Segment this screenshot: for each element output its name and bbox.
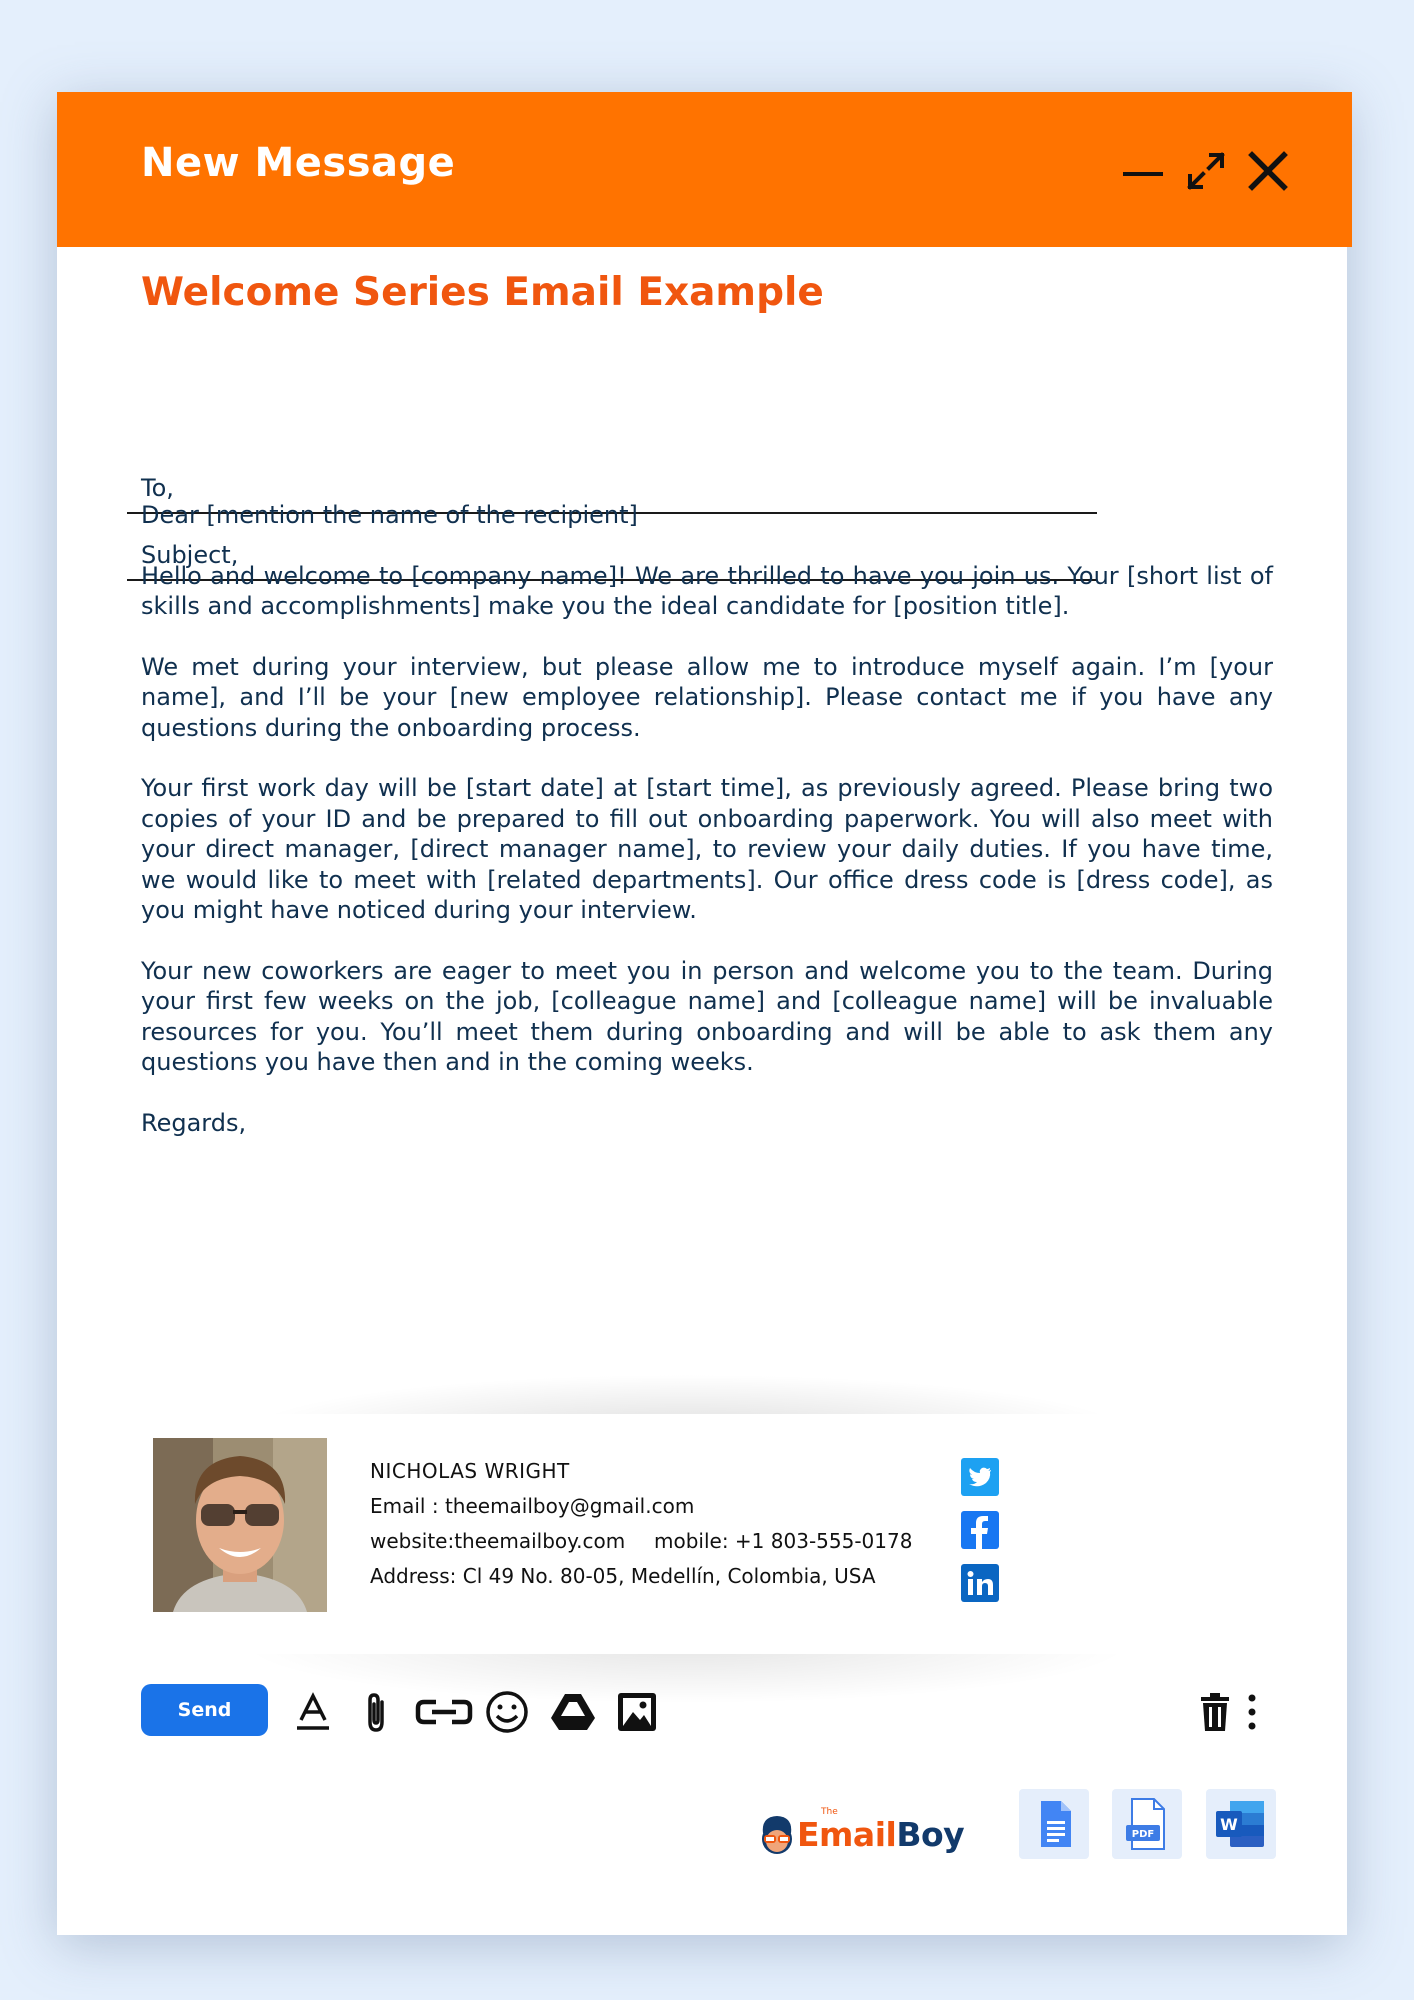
brand-wordmark	[797, 1815, 964, 1854]
trash-icon[interactable]	[1191, 1688, 1239, 1736]
expand-icon[interactable]	[1181, 146, 1231, 196]
signature-name: NICHOLAS WRIGHT	[370, 1459, 570, 1483]
pdf-icon[interactable]	[1112, 1789, 1182, 1859]
to-label: To,	[141, 474, 174, 502]
facebook-icon[interactable]	[961, 1511, 999, 1549]
more-vert-icon[interactable]	[1237, 1688, 1267, 1736]
window-header	[57, 92, 1352, 247]
brand-part2: Boy	[896, 1815, 965, 1854]
attach-icon[interactable]	[352, 1688, 400, 1736]
twitter-icon[interactable]	[961, 1458, 999, 1496]
brand-part1: Email	[797, 1815, 897, 1854]
greeting: Dear [mention the name of the recipient]	[141, 501, 638, 529]
avatar	[153, 1438, 327, 1612]
minimize-icon[interactable]	[1118, 146, 1168, 196]
paragraph: Hello and welcome to [company name]! We are thrilled to have you join us. Your [short list of skills and accomplishments] make you the ideal candidate for [position title].	[141, 561, 1273, 620]
paragraph: Your first work day will be [start date] at [start time], as previously agreed. Please bring two copies of your ID and be prepared to fill out onboarding paperwork. You will also meet with your direct manager, [direct manager name], to review your daily duties. If you have time, we would like to meet with [related departments]. Our office dress code is [dress code], as you might have noticed during your interview.	[141, 774, 1273, 924]
subject-label: Subject,	[141, 541, 239, 569]
paragraph: Your new coworkers are eager to meet you in person and welcome you to the team. During your first few weeks on the job, [colleague name] and [colleague name] will be invaluable resources for you. You’ll meet them during onboarding and will be able to ask them any questions you have then and in the coming weeks.	[141, 956, 1273, 1076]
emailboy-mascot-icon	[757, 1813, 797, 1857]
format-text-icon[interactable]	[289, 1688, 337, 1736]
link-icon[interactable]	[414, 1688, 474, 1736]
linkedin-icon[interactable]	[961, 1564, 999, 1602]
document-title: Welcome Series Email Example	[141, 270, 824, 315]
pdf-label: PDF	[1131, 1829, 1155, 1840]
signature-mobile: mobile: +1 803-555-0178	[654, 1529, 913, 1553]
signature-email: Email : theemailboy@gmail.com	[370, 1494, 695, 1518]
word-icon[interactable]	[1206, 1789, 1276, 1859]
compose-window	[57, 92, 1347, 1935]
emailboy-logo	[757, 1805, 967, 1865]
emoji-icon[interactable]	[483, 1688, 531, 1736]
signature-website: website:theemailboy.com	[370, 1529, 626, 1553]
window-title: New Message	[141, 140, 456, 186]
google-docs-icon[interactable]	[1019, 1789, 1089, 1859]
brand-the: The	[821, 1807, 838, 1817]
closing: Regards,	[141, 1108, 247, 1137]
drive-icon[interactable]	[549, 1688, 597, 1736]
paragraph: We met during your interview, but please allow me to introduce myself again. I’m [your name], and I’ll be your [new employee relationship]. Please contact me if you have any questions during the onboarding process.	[141, 652, 1273, 742]
word-label: W	[1220, 1815, 1238, 1834]
image-icon[interactable]	[613, 1688, 661, 1736]
close-icon[interactable]	[1243, 146, 1293, 196]
send-button[interactable]: Send	[141, 1684, 268, 1736]
signature-address: Address: Cl 49 No. 80-05, Medellín, Colombia, USA	[370, 1564, 876, 1588]
message-body[interactable]	[141, 500, 1273, 1168]
